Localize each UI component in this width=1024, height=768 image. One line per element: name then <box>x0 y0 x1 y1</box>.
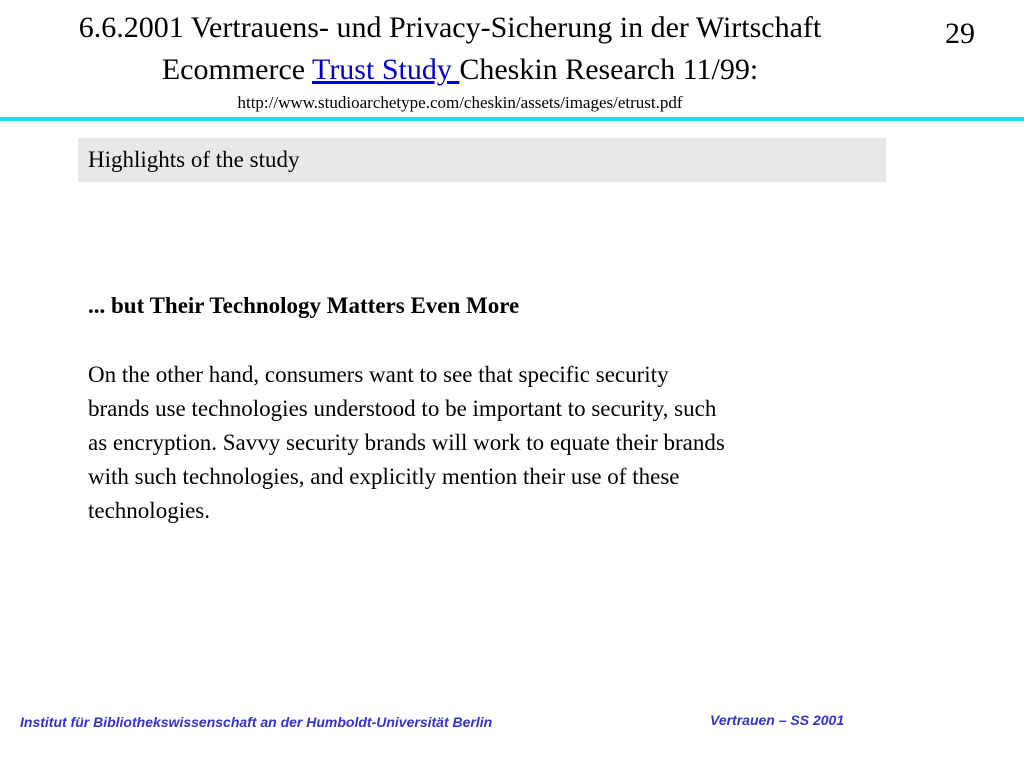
title-prefix: Ecommerce <box>161 53 313 86</box>
body-line: brands use technologies understood to be important to security, such <box>88 396 717 421</box>
slide-title-line1: 6.6.2001 Vertrauens- und Privacy-Sicherung in der Wirtschaft <box>78 11 822 44</box>
body-line: technologies. <box>88 498 210 523</box>
slide-number: 29 <box>945 17 975 50</box>
body-paragraph <box>88 358 888 528</box>
source-url: http://www.studioarchetype.com/cheskin/assets/images/etrust.pdf <box>237 93 683 112</box>
body-line: with such technologies, and explicitly mention their use of these <box>88 464 680 489</box>
highlights-label: Highlights of the study <box>88 147 300 172</box>
highlights-banner <box>78 138 886 182</box>
title-suffix: Cheskin Research 11/99: <box>459 53 759 86</box>
header-divider <box>0 117 1024 121</box>
footer-course: Vertrauen – SS 2001 <box>710 712 845 728</box>
body-line: On the other hand, consumers want to see that specific security <box>88 362 669 387</box>
trust-study-link[interactable]: Trust Study <box>312 53 460 86</box>
body-line: as encryption. Savvy security brands will work to equate their brands <box>88 430 725 455</box>
section-heading: ... but Their Technology Matters Even More <box>88 293 520 318</box>
footer-institution: Institut für Bibliothekswissenschaft an der Humboldt-Universität Berlin <box>20 714 493 730</box>
slide-title-line2 <box>0 52 920 88</box>
